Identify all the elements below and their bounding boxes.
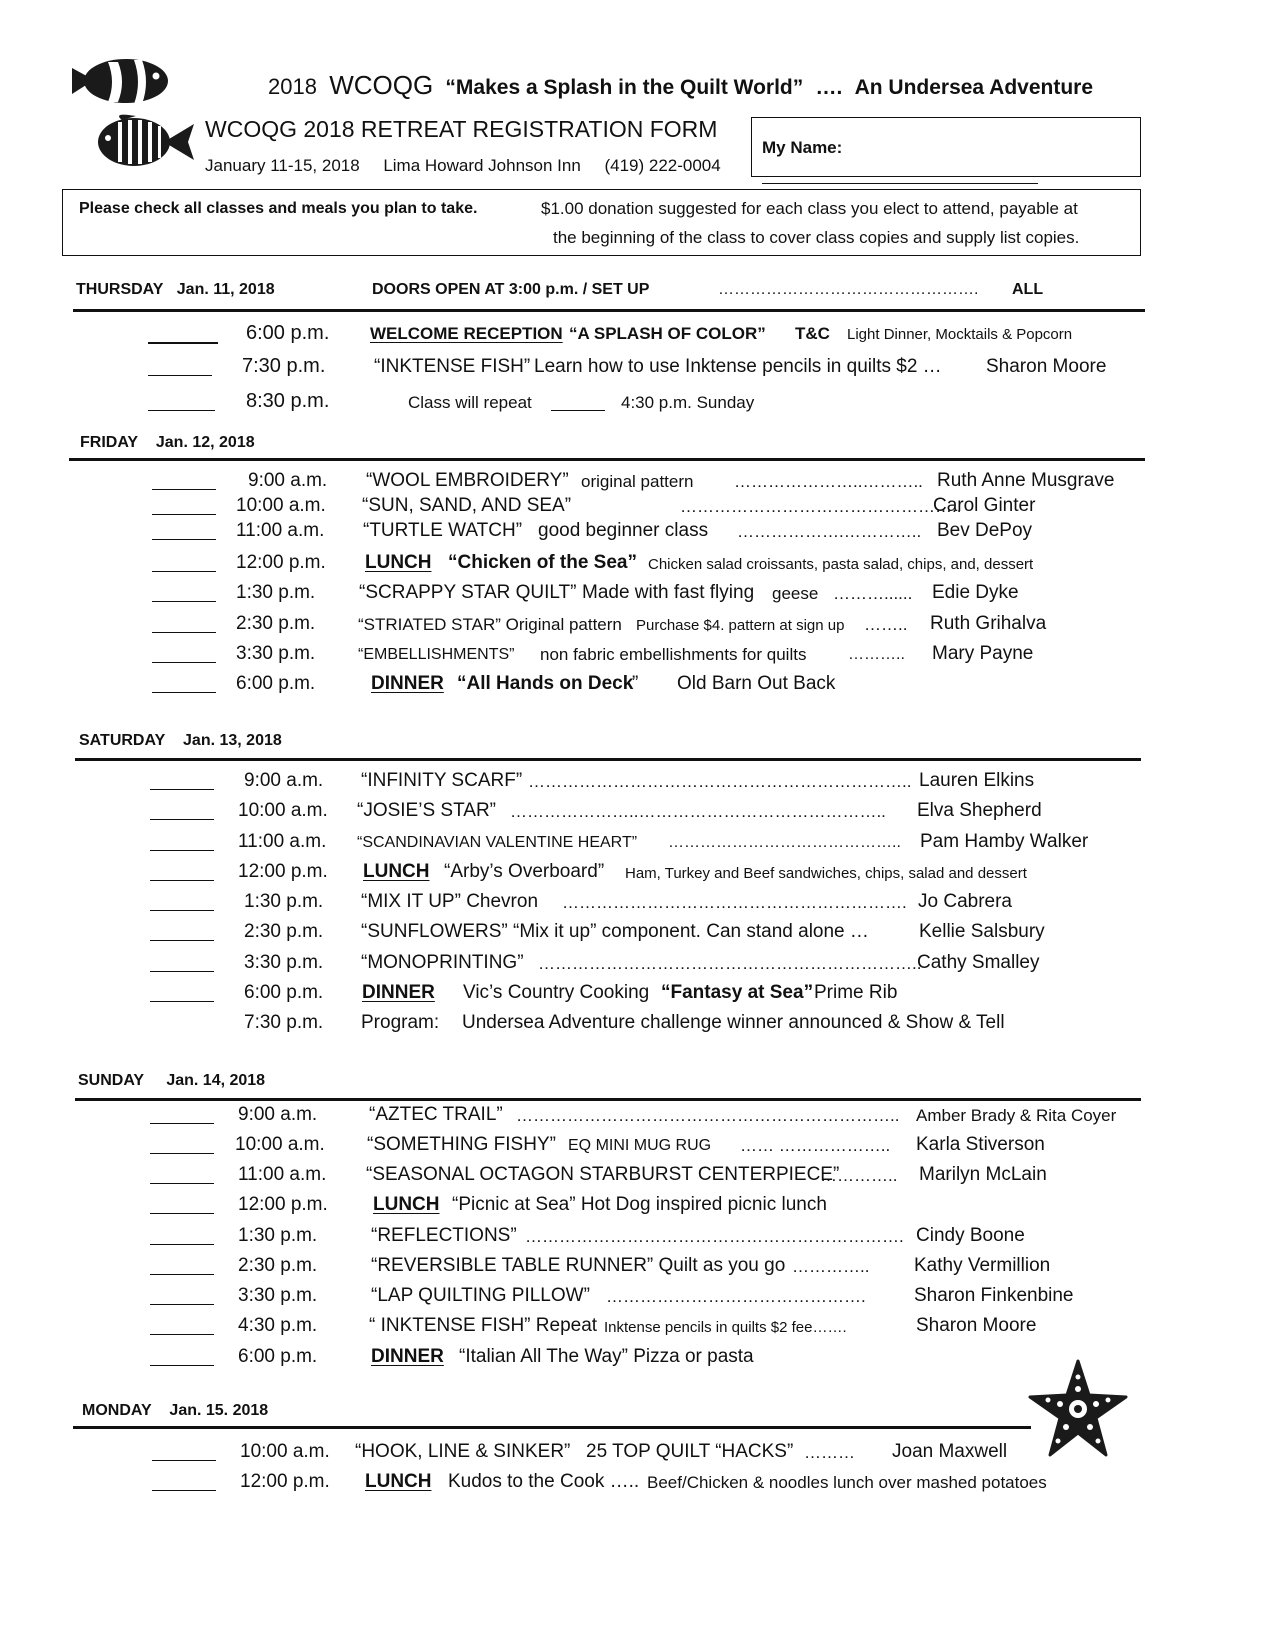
saturday-heading: SATURDAY Jan. 13, 2018: [79, 732, 282, 749]
list-item: 1:30 p.m. “REFLECTIONS” …………………………………………………………. Cindy Boone: [0, 1224, 1275, 1252]
check-blank[interactable]: [152, 514, 216, 515]
list-item: 8:30 p.m. Class will repeat 4:30 p.m. Sunday: [0, 390, 1275, 418]
list-item: 2:30 p.m. “REVERSIBLE TABLE RUNNER” Quilt as you go ………….. Kathy Vermillion: [0, 1254, 1275, 1282]
time: 7:30 p.m.: [242, 355, 326, 377]
my-name-blank[interactable]: [762, 183, 1038, 184]
check-instructions: Please check all classes and meals you plan to take.: [79, 200, 478, 217]
list-item: 4:30 p.m. “ INKTENSE FISH” Repeat Inktense pencils in quilts $2 fee……. Sharon Moore: [0, 1314, 1275, 1342]
list-item: 12:00 p.m. LUNCH “Chicken of the Sea” Chicken salad croissants, pasta salad, chips, and, dessert: [0, 551, 1275, 579]
check-blank[interactable]: [150, 1304, 214, 1305]
list-item: 2:30 p.m. “SUNFLOWERS” “Mix it up” component. Can stand alone … Kellie Salsbury: [0, 920, 1275, 948]
slogan: “Makes a Splash in the Quilt World”: [445, 76, 804, 99]
list-item: 7:30 p.m. “INKTENSE FISH” Learn how to use Inktense pencils in quilts $2 … Sharon Moore: [0, 355, 1275, 383]
list-item: 6:00 p.m. DINNER “All Hands on Deck ” Old Barn Out Back: [0, 672, 1275, 700]
list-item: 1:30 p.m. “SCRAPPY STAR QUILT” Made with fast flying geese ………...... Edie Dyke: [0, 581, 1275, 609]
check-blank[interactable]: [150, 1001, 214, 1002]
divider-monday: [73, 1426, 1031, 1429]
donation-note-1: $1.00 donation suggested for each class you elect to attend, payable at: [541, 199, 1078, 218]
year: 2018: [268, 74, 317, 99]
check-blank[interactable]: [150, 880, 214, 881]
check-blank[interactable]: [150, 1274, 214, 1275]
check-blank[interactable]: [150, 910, 214, 911]
divider-saturday: [75, 758, 1141, 761]
check-blank[interactable]: [152, 539, 216, 540]
list-item: 11:00 a.m. “SCANDINAVIAN VALENTINE HEART” …………………………………….. Pam Hamby Walker: [0, 830, 1275, 858]
check-blank[interactable]: [152, 632, 216, 633]
list-item: 11:00 a.m. “TURTLE WATCH” good beginner class ……………….………….. Bev DePoy: [0, 519, 1275, 547]
doors-who: ALL: [1012, 281, 1044, 298]
striped-fish-icon: [92, 112, 196, 172]
check-blank[interactable]: [148, 410, 215, 411]
check-blank[interactable]: [150, 789, 214, 790]
doors-open: DOORS OPEN AT 3:00 p.m. / SET UP: [372, 281, 650, 298]
list-item: 10:00 a.m. “SUN, SAND, AND SEA” ………………………………………….. Carol Ginter: [0, 494, 1275, 522]
donation-note-2: the beginning of the class to cover class copies and supply list copies.: [553, 228, 1080, 247]
check-blank[interactable]: [150, 819, 214, 820]
check-blank[interactable]: [150, 1183, 214, 1184]
list-item: 6:00 p.m. WELCOME RECEPTION “A SPLASH OF COLOR” T&C Light Dinner, Mocktails & Popcorn: [0, 322, 1275, 350]
check-blank[interactable]: [150, 1365, 214, 1366]
check-blank[interactable]: [150, 850, 214, 851]
check-blank[interactable]: [150, 940, 214, 941]
list-item: 12:00 p.m. LUNCH “Arby’s Overboard” Ham, Turkey and Beef sandwiches, chips, salad and dessert: [0, 860, 1275, 888]
time: 8:30 p.m.: [246, 390, 330, 412]
check-blank[interactable]: [150, 1244, 214, 1245]
check-blank[interactable]: [148, 375, 212, 376]
check-blank[interactable]: [152, 489, 216, 490]
list-item: 11:00 a.m. “SEASONAL OCTAGON STARBURST CENTERPIECE” ………….. Marilyn McLain: [0, 1163, 1275, 1191]
form-title: WCOQG 2018 RETREAT REGISTRATION FORM: [205, 116, 718, 142]
time: 6:00 p.m.: [246, 322, 330, 344]
org-name: WCOQG: [329, 70, 434, 100]
list-item: 7:30 p.m. Program: Undersea Adventure challenge winner announced & Show & Tell: [244, 1012, 1005, 1033]
check-blank[interactable]: [150, 971, 214, 972]
check-blank[interactable]: [152, 692, 216, 693]
list-item: 3:30 p.m. “LAP QUILTING PILLOW” ………………………………………. Sharon Finkenbine: [0, 1284, 1275, 1312]
list-item: 9:00 a.m. “WOOL EMBROIDERY” original pattern …………………..……….. Ruth Anne Musgrave: [0, 469, 1275, 497]
check-blank[interactable]: [152, 1490, 216, 1491]
check-blank[interactable]: [152, 662, 216, 663]
check-blank[interactable]: [150, 1123, 214, 1124]
list-item: 3:30 p.m. “MONOPRINTING” ………………………………………………………….. Cathy Smalley: [0, 951, 1275, 979]
divider-friday: [69, 458, 1145, 461]
list-item: 6:00 p.m. DINNER “Italian All The Way” Pizza or pasta: [0, 1345, 1275, 1373]
event-info: January 11-15, 2018 Lima Howard Johnson Inn (419) 222-0004: [205, 156, 721, 175]
check-blank[interactable]: [152, 1460, 216, 1461]
title-line: 2018 WCOQG “Makes a Splash in the Quilt World” …. An Undersea Adventure: [268, 70, 1094, 100]
list-item: 3:30 p.m. “EMBELLISHMENTS” non fabric embellishments for quilts ……….. Mary Payne: [0, 642, 1275, 670]
friday-heading: FRIDAY Jan. 12, 2018: [80, 434, 255, 451]
check-blank[interactable]: [152, 571, 216, 572]
check-blank[interactable]: [148, 342, 218, 344]
list-item: 10:00 a.m. “JOSIE’S STAR” …………………..…………………………………….. Elva Shepherd: [0, 799, 1275, 827]
thursday-heading: THURSDAY Jan. 11, 2018: [76, 281, 275, 298]
check-blank[interactable]: [152, 601, 216, 602]
list-item: 6:00 p.m. DINNER Vic’s Country Cooking “Fantasy at Sea” Prime Rib: [0, 981, 1275, 1009]
list-item: 12:00 p.m. LUNCH Kudos to the Cook ….. Beef/Chicken & noodles lunch over mashed potatoes: [0, 1470, 1275, 1498]
sunday-heading: SUNDAY Jan. 14, 2018: [78, 1072, 266, 1089]
list-item: 10:00 a.m. “SOMETHING FISHY” EQ MINI MUG RUG …… ……………….. Karla Stiverson: [0, 1133, 1275, 1161]
my-name-box[interactable]: [751, 117, 1141, 177]
check-blank[interactable]: [150, 1334, 214, 1335]
my-name-label: My Name:: [762, 138, 843, 157]
repeat-blank[interactable]: [551, 410, 605, 411]
list-item: 2:30 p.m. “STRIATED STAR” Original pattern Purchase $4. pattern at sign up …….. Ruth Grihalva: [0, 612, 1275, 640]
list-item: 9:00 a.m. “AZTEC TRAIL” ………………………………………………………….. Amber Brady & Rita Coyer: [0, 1103, 1275, 1131]
notice-box: [62, 189, 1141, 256]
list-item: 1:30 p.m. “MIX IT UP” Chevron ……………………………………………………. Jo Cabrera: [0, 890, 1275, 918]
fish-icon: [68, 54, 172, 112]
check-blank[interactable]: [150, 1153, 214, 1154]
list-item: 12:00 p.m. LUNCH “Picnic at Sea” Hot Dog inspired picnic lunch: [0, 1193, 1275, 1221]
check-blank[interactable]: [150, 1213, 214, 1214]
divider-thursday: [73, 309, 1145, 312]
monday-heading: MONDAY Jan. 15. 2018: [82, 1402, 269, 1419]
list-item: 10:00 a.m. “HOOK, LINE & SINKER” 25 TOP QUILT “HACKS” ……… Joan Maxwell: [0, 1440, 1275, 1468]
theme: An Undersea Adventure: [854, 76, 1094, 99]
list-item: 9:00 a.m. “INFINITY SCARF” ………………………………………………………….. Lauren Elkins: [0, 769, 1275, 797]
divider-sunday: [75, 1098, 1141, 1101]
